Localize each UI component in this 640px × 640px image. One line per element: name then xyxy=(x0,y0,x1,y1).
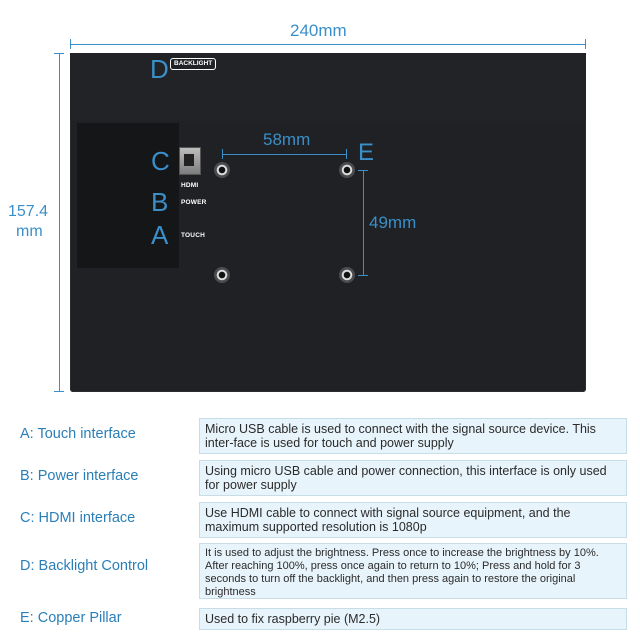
hdmi-port-icon xyxy=(179,147,201,175)
hole-spacing-horizontal-label: 58mm xyxy=(263,130,311,149)
copper-pillar-icon xyxy=(339,162,355,178)
row-label: D: Backlight Control xyxy=(20,558,149,574)
copper-pillar-icon xyxy=(214,162,230,178)
row-description: Using micro USB cable and power connection, this interface is only used for power supply xyxy=(199,460,627,496)
width-tick-left xyxy=(70,39,71,49)
row-label: A: Touch interface xyxy=(20,426,136,442)
row-label: B: Power interface xyxy=(20,468,139,484)
hole-spacing-tick-right xyxy=(346,149,347,159)
callout-e: E xyxy=(358,139,375,166)
copper-pillar-icon xyxy=(214,267,230,283)
row-description: Micro USB cable is used to connect with the signal source device. This inter-face is used for touch and power supply xyxy=(199,418,627,454)
height-tick-bottom xyxy=(54,391,64,392)
hole-spacing-vertical-label: 49mm xyxy=(369,213,417,232)
callout-a: A xyxy=(151,220,169,250)
callout-b: B xyxy=(151,187,169,217)
height-dimension-value: 157.4 xyxy=(8,203,49,220)
row-label: E: Copper Pillar xyxy=(20,610,122,626)
touch-port-label: TOUCH xyxy=(181,232,205,239)
hdmi-port-label: HDMI xyxy=(181,182,199,189)
row-description: It is used to adjust the brightness. Press once to increase the brightness by 10%. After reaching 100%, press once again to return to 10%; Press and hold for 3 seconds to turn off the backlight, and then press again to restore the original brightness xyxy=(199,543,627,599)
row-label: C: HDMI interface xyxy=(20,510,136,526)
row-description: Use HDMI cable to connect with signal source equipment, and the maximum supported resolution is 1080p xyxy=(199,502,627,538)
power-port-label: POWER xyxy=(181,199,207,206)
height-dimension-unit: mm xyxy=(16,223,43,240)
hole-spacing-horizontal-line xyxy=(222,154,347,155)
callout-d: D xyxy=(150,54,169,84)
hole-spacing-tick-left xyxy=(222,149,223,159)
height-dimension-line xyxy=(59,53,60,392)
hole-spacing-tick-top xyxy=(358,170,368,171)
width-dimension-label: 240mm xyxy=(290,21,347,40)
panel-top-section xyxy=(70,53,586,121)
callout-c: C xyxy=(151,146,170,176)
width-tick-right xyxy=(585,39,586,49)
hole-spacing-vertical-line xyxy=(363,170,364,275)
backlight-button[interactable]: BACKLIGHT xyxy=(170,58,216,70)
width-dimension-line xyxy=(70,44,586,45)
height-tick-top xyxy=(54,53,64,54)
row-description: Used to fix raspberry pie (M2.5) xyxy=(199,608,627,630)
hole-spacing-tick-bottom xyxy=(358,275,368,276)
copper-pillar-icon xyxy=(339,267,355,283)
